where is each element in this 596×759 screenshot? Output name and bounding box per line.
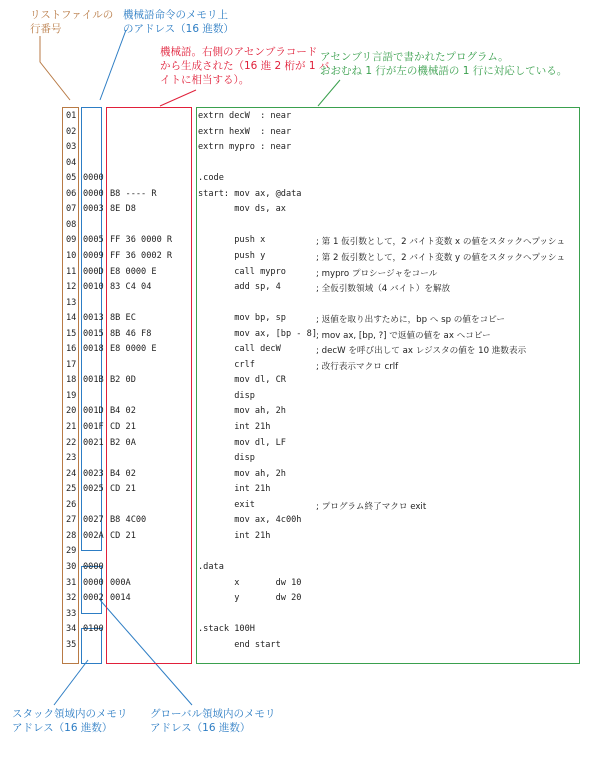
line-number: 08 — [66, 219, 77, 230]
assembly-source: y dw 20 — [198, 593, 302, 604]
line-number: 01 — [66, 111, 77, 121]
line-number: 29 — [66, 546, 77, 557]
assembly-source: add sp, 4 — [198, 282, 281, 293]
comment: ; 改行表示マクロ crlf — [316, 361, 399, 372]
listing-row — [64, 249, 574, 265]
listing-row — [64, 156, 574, 172]
line-number: 13 — [66, 297, 77, 308]
assembly-source: mov dl, CR — [198, 375, 286, 386]
assembly-source: end start — [198, 639, 281, 650]
listing-row — [64, 482, 574, 498]
listing-row — [64, 296, 574, 312]
address: 0005 — [83, 235, 104, 246]
assembly-code-connector — [318, 80, 340, 106]
listing-row — [64, 140, 574, 156]
listing-row — [64, 327, 574, 343]
address: 0009 — [83, 250, 104, 261]
address: 0013 — [83, 313, 104, 324]
line-number: 22 — [66, 437, 77, 448]
address: 001B — [83, 375, 104, 386]
listing-row — [64, 218, 574, 234]
assembly-source: .code — [198, 173, 224, 184]
assembly-source: mov ax, 4c00h — [198, 515, 302, 526]
listing-row — [64, 202, 574, 218]
listing-row — [64, 560, 574, 576]
line-number: 25 — [66, 484, 77, 495]
assembly-source: .stack 100H — [198, 624, 255, 635]
line-number: 18 — [66, 375, 77, 386]
address: 0000 — [83, 561, 104, 572]
line-number: 31 — [66, 577, 77, 588]
line-number: 02 — [66, 126, 77, 137]
assembly-source: mov bp, sp — [198, 313, 286, 324]
line-number: 26 — [66, 499, 77, 510]
line-number: 20 — [66, 406, 77, 417]
assembly-source: extrn hexW : near — [198, 126, 292, 137]
assembly-source: mov dl, LF — [198, 437, 286, 448]
assembly-source: disp — [198, 390, 255, 401]
machine-code: B4 02 — [110, 468, 136, 479]
line-number: 21 — [66, 422, 77, 432]
listing-row — [64, 513, 574, 529]
line-number: 06 — [66, 188, 77, 199]
machine-code: 000A — [110, 577, 131, 588]
line-number: 04 — [66, 157, 77, 168]
assembly-source: exit — [198, 499, 255, 510]
address: 0015 — [83, 328, 104, 339]
comment: ; 第 1 仮引数として，2 バイト変数 x の値をスタックへプッシュ — [316, 237, 565, 248]
address: 0003 — [83, 204, 104, 215]
machine-code: B8 4C00 — [110, 515, 147, 526]
listing-row — [64, 498, 574, 514]
address: 0000 — [83, 577, 104, 588]
line-number: 30 — [66, 561, 77, 572]
assembly-source: mov ah, 2h — [198, 468, 286, 479]
machine-code: CD 21 — [110, 422, 136, 432]
listing-row — [64, 576, 574, 592]
address: 0002 — [83, 593, 104, 604]
listing-row — [64, 342, 574, 358]
address: 0010 — [83, 282, 104, 293]
line-number-connector — [40, 36, 70, 100]
line-number: 12 — [66, 282, 77, 293]
listing-row — [64, 171, 574, 187]
listing-row — [64, 280, 574, 296]
listing-row — [64, 451, 574, 467]
line-number: 34 — [66, 624, 77, 635]
line-number: 16 — [66, 344, 77, 355]
machine-code: 8B EC — [110, 313, 136, 324]
assembly-source: int 21h — [198, 422, 271, 432]
stack-address-annotation: スタック領域内のメモリ アドレス（16 進数） — [12, 708, 128, 734]
global-address-annotation: グローバル領域内のメモリ アドレス（16 進数） — [150, 708, 276, 734]
line-number: 03 — [66, 142, 77, 153]
assembly-source: crlf — [198, 359, 255, 370]
listing-row — [64, 607, 574, 623]
line-number: 11 — [66, 266, 77, 277]
listing-row — [64, 638, 574, 654]
machine-code: CD 21 — [110, 530, 136, 541]
assembly-source: mov ds, ax — [198, 204, 286, 215]
line-number: 14 — [66, 313, 77, 324]
comment: ; 第 2 仮引数として，2 バイト変数 y の値をスタックへプッシュ — [316, 252, 565, 263]
instruction-address-annotation: 機械語命令のメモリ上 のアドレス（16 進数） — [123, 9, 234, 35]
line-number: 28 — [66, 530, 77, 541]
line-number: 05 — [66, 173, 77, 184]
address: 0000 — [83, 188, 104, 199]
listing-row — [64, 389, 574, 405]
machine-code-connector — [160, 90, 196, 106]
assembly-source: call decW — [198, 344, 281, 355]
listing-row — [64, 467, 574, 483]
line-number: 15 — [66, 328, 77, 339]
machine-code-annotation: 機械語。右側のアセンブラコード から生成された（16 進 2 桁が 1 バ イトに相当する）。 — [160, 46, 330, 86]
machine-code: 0014 — [110, 593, 131, 604]
line-number: 33 — [66, 608, 77, 619]
listing-row — [64, 404, 574, 420]
line-number: 17 — [66, 359, 77, 370]
stack-address-connector — [54, 660, 88, 705]
machine-code: B2 0A — [110, 437, 136, 448]
assembly-source: start: mov ax, @data — [198, 188, 302, 199]
assembly-source: .data — [198, 561, 224, 572]
address: 0023 — [83, 468, 104, 479]
assembly-source: mov ax, [bp - 8] — [198, 328, 317, 339]
machine-code: CD 21 — [110, 484, 136, 495]
line-number: 07 — [66, 204, 77, 215]
line-number: 19 — [66, 390, 77, 401]
assembly-source: push x — [198, 235, 266, 246]
assembly-source: extrn decW : near — [198, 111, 292, 121]
comment: ; 全仮引数領域（4 バイト）を解放 — [316, 284, 451, 295]
address: 0018 — [83, 344, 104, 355]
assembly-source: extrn mypro : near — [198, 142, 292, 153]
listing-row — [64, 373, 574, 389]
line-number: 09 — [66, 235, 77, 246]
listing-row — [64, 233, 574, 249]
assembly-code-annotation: アセンブリ言語で書かれたプログラム。 おおむね 1 行が左の機械語の 1 行に対応している。 — [320, 51, 568, 77]
address: 0100 — [83, 624, 104, 635]
comment: ; mov ax, [bp, ?] で返値の値を ax へコピー — [316, 330, 491, 341]
listing-row — [64, 265, 574, 281]
line-number: 24 — [66, 468, 77, 479]
machine-code: B8 ---- R — [110, 188, 157, 199]
listing-row — [64, 529, 574, 545]
address: 0027 — [83, 515, 104, 526]
machine-code: E8 0000 E — [110, 266, 157, 277]
assembly-source: disp — [198, 453, 255, 464]
line-number: 10 — [66, 250, 77, 261]
machine-code: B4 02 — [110, 406, 136, 417]
address: 0021 — [83, 437, 104, 448]
listing-row — [64, 311, 574, 327]
listing-row — [64, 109, 574, 125]
listing-row — [64, 358, 574, 374]
listing-row — [64, 420, 574, 436]
comment: ; 返値を取り出すために，bp へ sp の値をコピー — [316, 315, 506, 326]
machine-code: 8E D8 — [110, 204, 136, 215]
listing-row — [64, 591, 574, 607]
listing-row — [64, 187, 574, 203]
line-number: 23 — [66, 453, 77, 464]
assembly-source: int 21h — [198, 484, 271, 495]
line-number: 35 — [66, 639, 77, 650]
address: 001D — [83, 406, 104, 417]
assembly-source: call mypro — [198, 266, 286, 277]
address: 001F — [83, 422, 104, 432]
line-number: 32 — [66, 593, 77, 604]
machine-code: FF 36 0000 R — [110, 235, 173, 246]
line-number: 27 — [66, 515, 77, 526]
assembly-source: x dw 10 — [198, 577, 302, 588]
machine-code: 8B 46 F8 — [110, 328, 152, 339]
listing-row — [64, 436, 574, 452]
listing-row — [64, 125, 574, 141]
line-number-annotation: リストファイルの 行番号 — [30, 9, 114, 35]
machine-code: E8 0000 E — [110, 344, 157, 355]
assembly-source: int 21h — [198, 530, 271, 541]
address: 0025 — [83, 484, 104, 495]
assembly-source: push y — [198, 250, 266, 261]
comment: ; プログラム終了マクロ exit — [316, 501, 427, 512]
listing-row — [64, 544, 574, 560]
listing-row — [64, 622, 574, 638]
assembly-source: mov ah, 2h — [198, 406, 286, 417]
instruction-address-connector — [100, 30, 126, 100]
comment: ; mypro プロシージャをコール — [316, 268, 438, 279]
address: 002A — [83, 530, 104, 541]
machine-code: 83 C4 04 — [110, 282, 152, 293]
comment: ; decW を呼び出して ax レジスタの値を 10 進数表示 — [316, 346, 527, 357]
machine-code: B2 0D — [110, 375, 136, 386]
address: 000D — [83, 266, 104, 277]
address: 0000 — [83, 173, 104, 184]
machine-code: FF 36 0002 R — [110, 250, 173, 261]
